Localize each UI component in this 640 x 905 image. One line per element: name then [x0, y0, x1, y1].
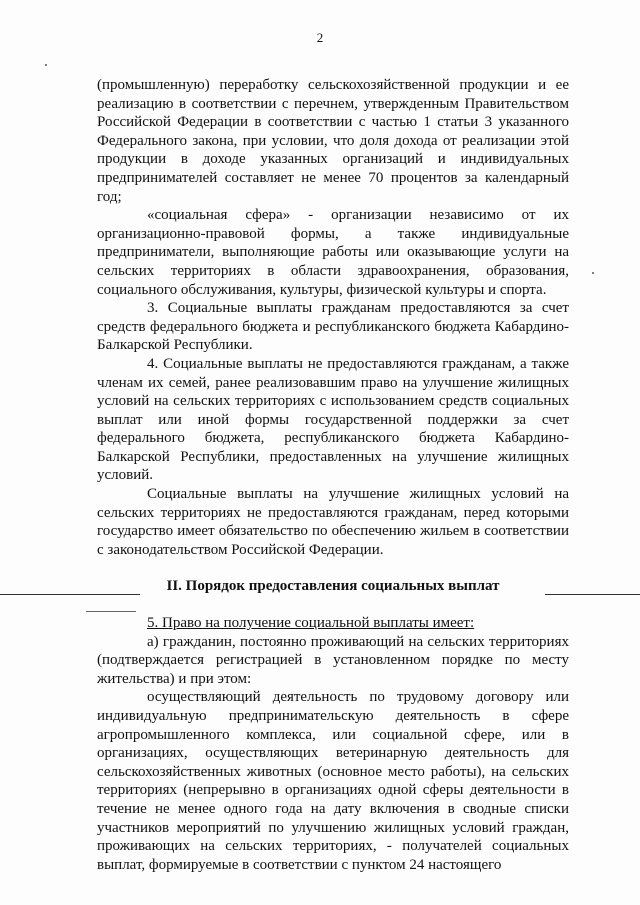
- document-body: [97, 76, 569, 874]
- scan-underline-right: [545, 594, 640, 595]
- section-paragraph-2: а) гражданин, постоянно проживающий на сельских территориях (подтверждается регистрацией в установленном порядке по месту жительства) и при этом:: [97, 633, 569, 687]
- paragraph-5: Социальные выплаты на улучшение жилищных условий на сельских территориях не предоставляются гражданам, перед которыми государство имеет обязательство по обеспечению жильем в соответствии с законодательством Российской Федерации.: [97, 486, 569, 558]
- paragraph-2: «социальная сфера» - организации независимо от их организационно-правовой формы, а также индивидуальные предприниматели, выполняющие работы или оказывающие услуги на сельских территориях в области здравоохранения, образования, социального обслуживания, культуры, физической культуры и спорта.: [97, 207, 569, 298]
- scan-speck: [592, 272, 594, 274]
- paragraph-4: 4. Социальные выплаты не предоставляются гражданам, а также членам их семей, ранее реализовавшим право на улучшение жилищных условий на сельских территориях с использованием средств социальных выплат или иной формы государственной поддержки за счет федерального бюджета, республиканского бюджета Кабардино-Балкарской Республики, предоставленных на улучшение жилищных условий.: [97, 355, 569, 484]
- section-paragraph-1: 5. Право на получение социальной выплаты имеет:: [147, 615, 475, 632]
- scan-dash: [86, 611, 136, 612]
- section-paragraph-3: осуществляющий деятельность по трудовому договору или индивидуальную предпринимательскую деятельность в сфере агропромышленного комплекса, или социальной сфере, или в организациях, осуществляющих ветеринарную деятельность для сельскохозяйственных животных (основное место работы), на сельских территориях (непрерывно в организациях одной сферы деятельности в течение не менее одного года на дату включения в сводные списки участников мероприятий по улучшению жилищных условий граждан, проживающих на сельских территориях, - получателей социальных выплат, формируемые в соответствии с пунктом 24 настоящего: [97, 689, 569, 873]
- paragraph-3: 3. Социальные выплаты гражданам предоставляются за счет средств федерального бюджета и республиканского бюджета Кабардино-Балкарской Республики.: [97, 300, 569, 354]
- scan-underline-left: [0, 594, 140, 595]
- paragraph-1: (промышленную) переработку сельскохозяйственной продукции и ее реализацию в соответствии с перечнем, утвержденным Правительством Российской Федерации в соответствии с частью 1 статьи 3 указанного Федерального закона, при условии, что доля дохода от реализации этой продукции в доходе указанных организаций и индивидуальных предпринимателей составляет не менее 70 процентов за календарный год;: [97, 77, 569, 205]
- section-heading: II. Порядок предоставления социальных выплат: [166, 578, 500, 595]
- page-number: 2: [316, 30, 324, 45]
- scan-speck: [45, 64, 47, 66]
